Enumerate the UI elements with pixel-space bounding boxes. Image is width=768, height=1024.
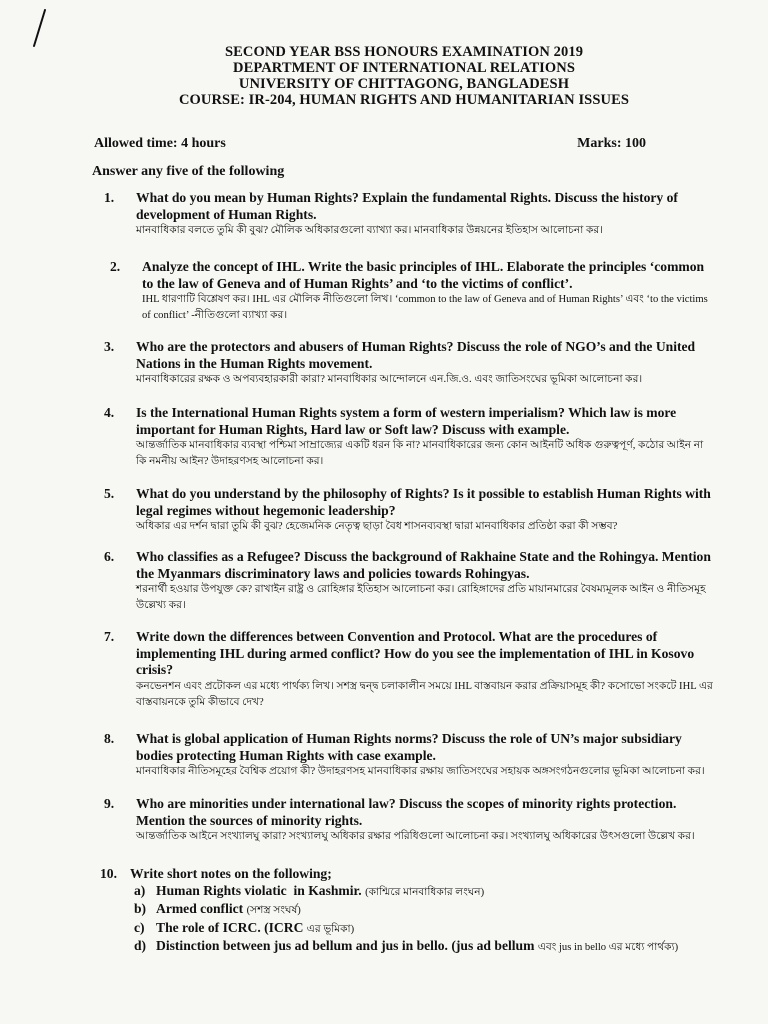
question-6 [104, 549, 716, 614]
allowed-time: Allowed time: 4 hours [94, 136, 226, 151]
question-text-bangla: অধিকার এর দর্শন দ্বারা তুমি কী বুঝ? হেজেমনিক নেতৃত্ব ছাড়া বৈধ শাসনব্যবস্থা দ্বারা মানবাধিকার প্রতিষ্ঠা করা কী সম্ভব? [136, 521, 618, 532]
question-7 [104, 629, 716, 711]
question-4 [104, 405, 716, 470]
question-text: Analyze the concept of IHL. Write the basic principles of IHL. Elaborate the principles ‘common to the law of Geneva and of Human Rights’ and ‘to the victims of conflict’. [142, 259, 705, 291]
item-label: b) [134, 901, 147, 916]
question-5 [104, 486, 716, 535]
exam-header [0, 44, 768, 108]
item-text-bangla: (সশস্ত্র সংঘর্ষ) [246, 905, 301, 916]
question-number: 8. [104, 731, 115, 746]
question-text-bangla: আন্তর্জাতিক আইনে সংখ্যালঘু কারা? সংখ্যালঘু অধিকার রক্ষার পরিধিগুলো আলোচনা কর। সংখ্যালঘু অধিকারের উৎসগুলো উল্লেখ কর। [136, 831, 695, 842]
question-text-bangla: মানবাধিকার নীতিসমূহের বৈশ্বিক প্রয়োগ কী? উদাহরণসহ মানবাধিকার রক্ষায় জাতিসংঘের সহায়ক অঙ্গসংগঠনগুলোর ভূমিকা আলোচনা কর। [136, 766, 705, 777]
question-1 [104, 190, 716, 239]
item-label: a) [134, 882, 146, 898]
question-text: What do you mean by Human Rights? Explain the fundamental Rights. Discuss the history of development of Human Rights. [136, 190, 678, 222]
item-text-bangla: (কাশ্মিরে মানবাধিকার লংঘন) [365, 886, 485, 898]
question-text: Is the International Human Rights system a form of western imperialism? Which law is more important for Human Rights, Hard law or Soft law? Discuss with example. [136, 405, 677, 437]
short-note-b [134, 901, 716, 920]
question-text-bangla: আন্তর্জাতিক মানবাধিকার ব্যবস্থা পশ্চিমা সাম্রাজ্যের একটি ধরন কি না? মানবাধিকারের জন্য কোন আইনটি অধিক গুরুত্বপূর্ণ, কঠোর আইন না কি নমনীয় আইন? উদাহরণসহ আলোচনা কর। [136, 440, 704, 467]
item-label: d) [134, 938, 147, 953]
short-note-c [134, 920, 716, 939]
question-number: 9. [104, 796, 115, 811]
university-name: UNIVERSITY OF CHITTAGONG, BANGLADESH [238, 76, 570, 92]
question-number: 7. [104, 629, 115, 644]
total-marks: Marks: 100 [577, 136, 646, 151]
question-number: 4. [104, 405, 115, 420]
exam-title: SECOND YEAR BSS HONOURS EXAMINATION 2019 [224, 44, 584, 60]
item-text-bangla: এর ভূমিকা) [306, 923, 355, 935]
question-text: Write down the differences between Convention and Protocol. What are the procedures of implementing IHL during armed conflict? How do you see the implementation of IHL in Kosovo crisis? [136, 629, 695, 677]
question-2 [110, 259, 716, 324]
question-text: Who are the protectors and abusers of Human Rights? Discuss the role of NGO’s and the United Nations in the Human Rights movement. [136, 339, 696, 371]
short-note-a [134, 883, 716, 902]
item-text: Human Rights violatic in Kashmir. [156, 882, 362, 898]
question-number: 5. [104, 486, 115, 501]
course-name: COURSE: IR-204, HUMAN RIGHTS AND HUMANITARIAN ISSUES [178, 92, 630, 108]
question-number: 10. [100, 866, 117, 881]
item-text-bangla: এবং jus in bello এর মধ্যে পার্থক্য) [537, 942, 679, 953]
instruction: Answer any five of the following [92, 164, 285, 179]
short-note-d [134, 938, 716, 957]
item-text: Distinction between jus ad bellum and jus in bello. (jus ad bellum [156, 938, 535, 953]
item-label: c) [134, 919, 145, 935]
question-text-bangla: কনভেনশন এবং প্রটোকল এর মধ্যে পার্থক্য লিখ। সশস্ত্র দ্বন্দ্ব চলাকালীন সময়ে IHL বাস্তবায়ন করার প্রক্রিয়াসমূহ কী? কসোভো সংকটে IHL এর বাস্তবায়নকে তুমি কীভাবে দেখ? [136, 680, 713, 708]
question-text: Write short notes on the following; [130, 866, 332, 881]
question-number: 3. [104, 339, 115, 354]
question-text: Who classifies as a Refugee? Discuss the background of Rakhaine State and the Rohingya. Mention the Myanmars discriminatory laws and policies towards Rohingyas. [136, 549, 711, 581]
question-number: 1. [104, 190, 115, 205]
question-text-bangla: মানবাধিকারের রক্ষক ও অপব্যবহারকারী কারা? মানবাধিকার আন্দোলনে এন.জি.ও. এবং জাতিসংঘের ভূমিকা আলোচনা কর। [136, 374, 643, 385]
question-9 [104, 796, 716, 845]
question-text-bangla: IHL ধারণাটি বিশ্লেষণ কর। IHL এর মৌলিক নীতিগুলো লিখ। ‘common to the law of Geneva and of Human Rights’ এবং ‘to the victims of conflict’ -নীতিগুলো ব্যাখ্যা কর। [142, 294, 708, 321]
question-number: 2. [110, 259, 121, 274]
item-text: Armed conflict [156, 901, 244, 916]
question-number: 6. [104, 549, 115, 564]
question-text-bangla: শরনার্থী হওয়ার উপযুক্ত কে? রাখাইন রাষ্ট্র ও রোহিঙ্গার ইতিহাস আলোচনা কর। রোহিঙ্গাদের প্রতি মায়ানমারের বৈষম্যমূলক আইন ও নীতিসমূহ উল্লেখ্য কর। [136, 584, 706, 611]
question-3 [104, 339, 716, 388]
question-text: What do you understand by the philosophy of Rights? Is it possible to establish Human Rights with legal regimes without hegemonic leadership? [136, 486, 711, 518]
question-text-bangla: মানবাধিকার বলতে তুমি কী বুঝ? মৌলিক অধিকারগুলো ব্যাখ্যা কর। মানবাধিকার উন্নয়নের ইতিহাস আলোচনা কর। [136, 225, 603, 236]
department-name: DEPARTMENT OF INTERNATIONAL RELATIONS [233, 60, 575, 76]
question-8 [104, 731, 716, 780]
question-text: What is global application of Human Rights norms? Discuss the role of UN’s major subsidiary bodies protecting Human Rights with case example. [136, 731, 682, 763]
question-text: Who are minorities under international law? Discuss the scopes of minority rights protection. Mention the sources of minority rights. [136, 796, 677, 828]
exam-meta [94, 136, 646, 152]
question-10 [100, 866, 716, 957]
item-text: The role of ICRC. (ICRC [156, 919, 304, 935]
